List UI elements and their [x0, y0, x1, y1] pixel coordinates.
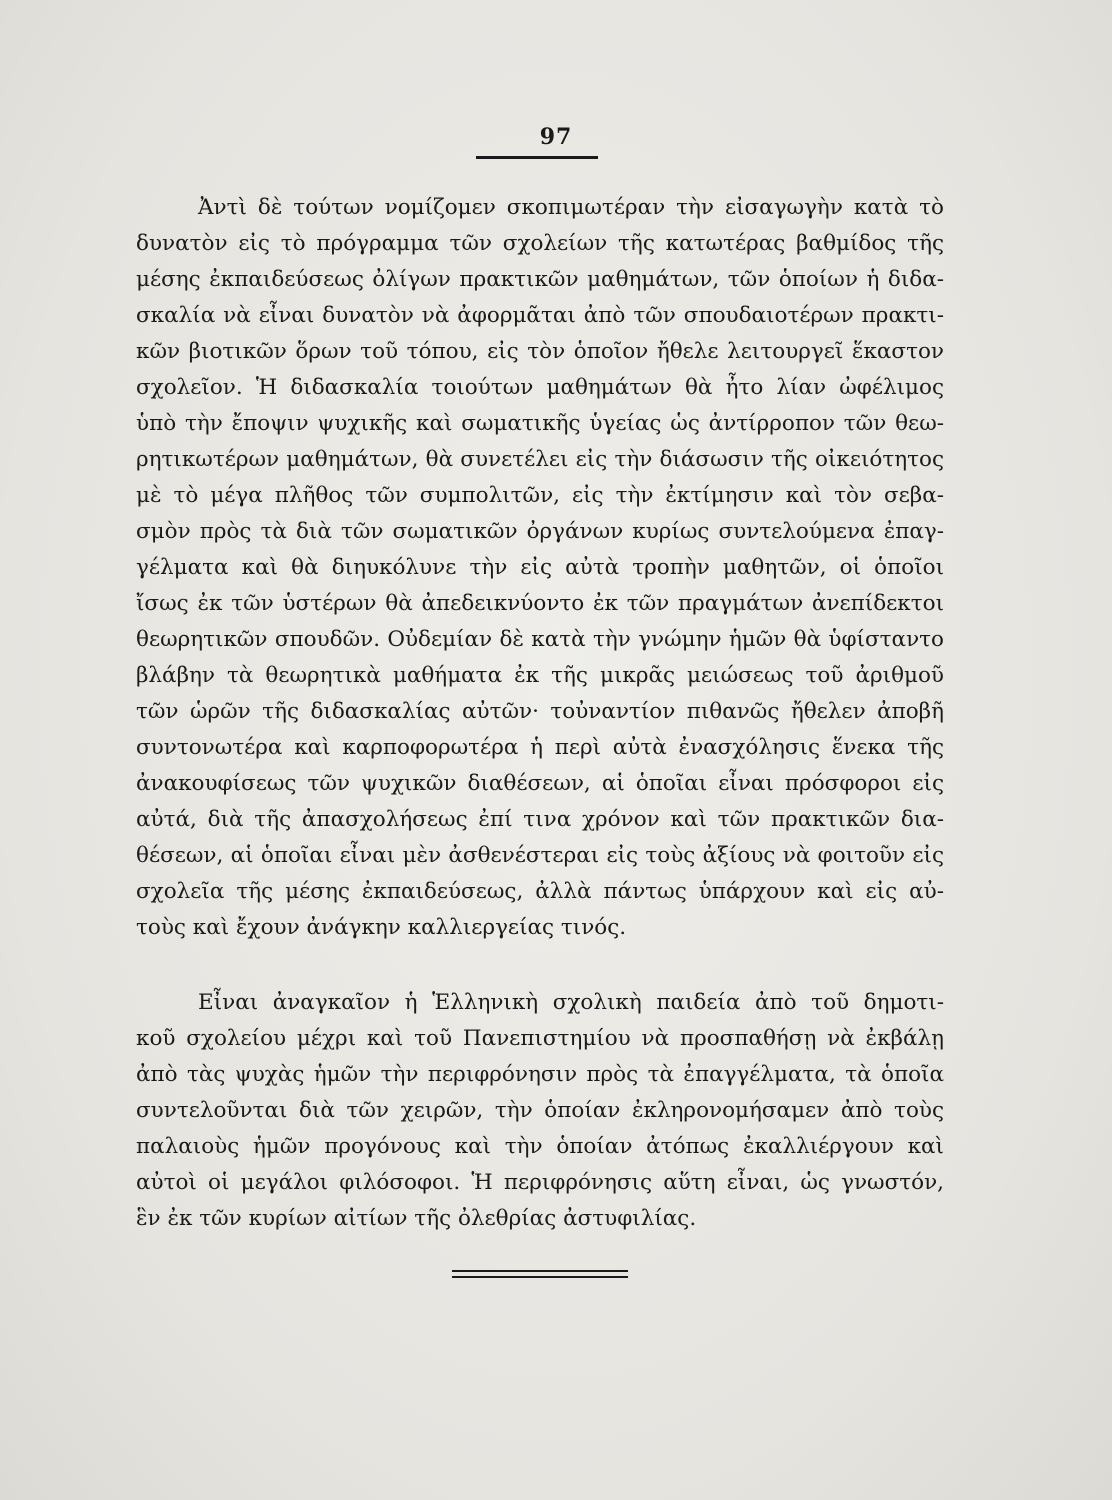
text-line: σχολεῖον. Ἡ διδασκαλία τοιούτων μαθημάτων θὰ ἦτο λίαν ὠφέλιμος	[136, 375, 944, 400]
text-line: σμὸν πρὸς τὰ διὰ τῶν σωματικῶν ὀργάνων κυρίως συντελούμενα ἐπαγ-	[136, 519, 944, 544]
end-rule-lower	[452, 1276, 628, 1278]
text-line: Εἶναι ἀναγκαῖον ἡ Ἑλληνικὴ σχολικὴ παιδεία ἀπὸ τοῦ δημοτι-	[198, 990, 944, 1015]
text-line: σκαλία νὰ εἶναι δυνατὸν νὰ ἀφορμᾶται ἀπὸ τῶν σπουδαιοτέρων πρακτι-	[136, 303, 944, 328]
text-line: μὲ τὸ μέγα πλῆθος τῶν συμπολιτῶν, εἰς τὴν ἐκτίμησιν καὶ τὸν σεβα-	[136, 483, 944, 508]
text-line: ἀπὸ τὰς ψυχὰς ἡμῶν τὴν περιφρόνησιν πρὸς τὰ ἐπαγγέλματα, τὰ ὁποῖα	[136, 1062, 944, 1087]
text-line: σχολεῖα τῆς μέσης ἐκπαιδεύσεως, ἀλλὰ πάντως ὑπάρχουν καὶ εἰς αὐ-	[136, 879, 944, 904]
text-line: ἓν ἐκ τῶν κυρίων αἰτίων τῆς ὀλεθρίας ἀστυφιλίας.	[136, 1206, 697, 1231]
text-line: συντονωτέρα καὶ καρποφορωτέρα ἡ περὶ αὐτὰ ἐνασχόλησις ἕνεκα τῆς	[136, 735, 944, 760]
page-number: 97	[539, 124, 573, 150]
text-line: κῶν βιοτικῶν ὅρων τοῦ τόπου, εἰς τὸν ὁποῖον ἤθελε λειτουργεῖ ἕκαστον	[136, 339, 944, 364]
paragraph-1	[136, 190, 944, 946]
text-line: θέσεων, αἱ ὁποῖαι εἶναι μὲν ἀσθενέστεραι εἰς τοὺς ἀξίους νὰ φοιτοῦν εἰς	[136, 843, 944, 868]
text-line: ἴσως ἐκ τῶν ὑστέρων θὰ ἀπεδεικνύοντο ἐκ τῶν πραγμάτων ἀνεπίδεκτοι	[136, 591, 944, 616]
text-line: ἀνακουφίσεως τῶν ψυχικῶν διαθέσεων, αἱ ὁποῖαι εἶναι πρόσφοροι εἰς	[136, 771, 944, 796]
text-line: γέλματα καὶ θὰ διηυκόλυνε τὴν εἰς αὐτὰ τροπὴν μαθητῶν, οἱ ὁποῖοι	[136, 555, 944, 580]
text-line: παλαιοὺς ἡμῶν προγόνους καὶ τὴν ὁποίαν ἀτόπως ἐκαλλιέργουν καὶ	[136, 1134, 944, 1159]
text-line: κοῦ σχολείου μέχρι καὶ τοῦ Πανεπιστημίου νὰ προσπαθήσῃ νὰ ἐκβάλῃ	[136, 1026, 944, 1051]
end-rule-upper	[452, 1270, 628, 1272]
paragraph-2	[136, 985, 944, 1237]
text-line: τοὺς καὶ ἔχουν ἀνάγκην καλλιεργείας τινός.	[136, 915, 627, 940]
text-line: δυνατὸν εἰς τὸ πρόγραμμα τῶν σχολείων τῆς κατωτέρας βαθμίδος τῆς	[136, 231, 944, 256]
header-rule	[476, 156, 598, 159]
text-line: Ἀντὶ δὲ τούτων νομίζομεν σκοπιμωτέραν τὴν εἰσαγωγὴν κατὰ τὸ	[198, 195, 944, 220]
text-line: συντελοῦνται διὰ τῶν χειρῶν, τὴν ὁποίαν ἐκληρονομήσαμεν ἀπὸ τοὺς	[136, 1098, 944, 1123]
text-line: αὐτοὶ οἱ μεγάλοι φιλόσοφοι. Ἡ περιφρόνησις αὕτη εἶναι, ὡς γνωστόν,	[136, 1170, 944, 1195]
text-line: αὐτά, διὰ τῆς ἀπασχολήσεως ἐπί τινα χρόνον καὶ τῶν πρακτικῶν δια-	[136, 807, 944, 832]
text-line: τῶν ὡρῶν τῆς διδασκαλίας αὐτῶν· τοὐναντίον πιθανῶς ἤθελεν ἀποβῆ	[136, 699, 944, 724]
text-line: μέσης ἐκπαιδεύσεως ὀλίγων πρακτικῶν μαθημάτων, τῶν ὁποίων ἡ διδα-	[136, 267, 944, 292]
text-line: ρητικωτέρων μαθημάτων, θὰ συνετέλει εἰς τὴν διάσωσιν τῆς οἰκειότητος	[136, 447, 944, 472]
text-line: ὑπὸ τὴν ἔποψιν ψυχικῆς καὶ σωματικῆς ὑγείας ὡς ἀντίρροπον τῶν θεω-	[136, 411, 944, 436]
text-line: θεωρητικῶν σπουδῶν. Οὐδεμίαν δὲ κατὰ τὴν γνώμην ἡμῶν θὰ ὑφίσταντο	[136, 627, 944, 652]
text-line: βλάβην τὰ θεωρητικὰ μαθήματα ἐκ τῆς μικρᾶς μειώσεως τοῦ ἀριθμοῦ	[136, 663, 944, 688]
